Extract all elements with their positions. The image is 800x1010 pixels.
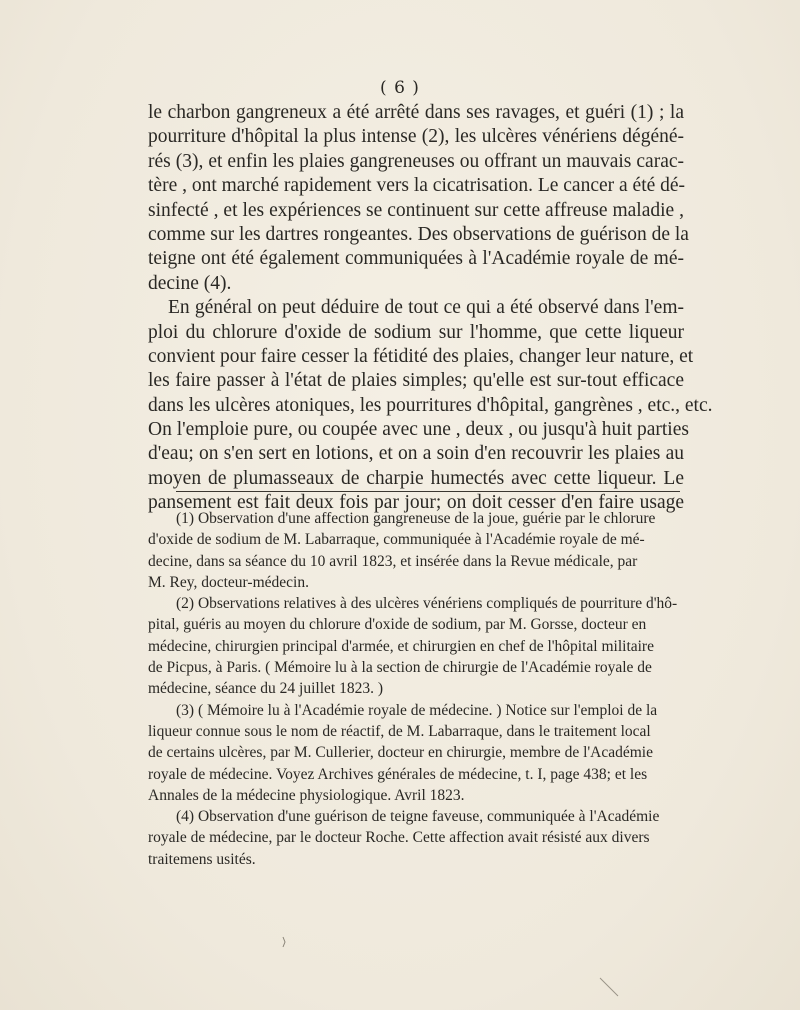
footnote-line: decine, dans sa séance du 10 avril 1823, et insérée dans la Revue médicale, par xyxy=(148,552,638,570)
footnote-line: pital, guéris au moyen du chlorure d'oxide de sodium, par M. Gorsse, docteur en xyxy=(148,616,647,634)
body-line: rés (3), et enfin les plaies gangreneuses ou offrant un mauvais carac- xyxy=(148,150,684,172)
body-line: decine (4). xyxy=(148,272,232,294)
body-line: ploi du chlorure d'oxide de sodium sur l'homme, que cette liqueur xyxy=(148,321,684,343)
page-number: ( 6 ) xyxy=(380,78,420,98)
footnote-line: liqueur connue sous le nom de réactif, de M. Labarraque, dans le traitement local xyxy=(148,722,651,740)
body-line: tère , ont marché rapidement vers la cicatrisation. Le cancer a été dé- xyxy=(148,175,686,197)
paper-speck-mark xyxy=(280,936,288,948)
footnote-line: (3) ( Mémoire lu à l'Académie royale de médecine. ) Notice sur l'emploi de la xyxy=(176,701,658,719)
footnote-line: (1) Observation d'une affection gangreneuse de la joue, guérie par le chlorure xyxy=(176,510,656,527)
footnote-line: (2) Observations relatives à des ulcères vénériens compliqués de pourriture d'hô- xyxy=(176,595,678,613)
body-line: d'eau; on s'en sert en lotions, et on a soin d'en recouvrir les plaies au xyxy=(148,443,684,465)
footnote-line: M. Rey, docteur-médecin. xyxy=(148,573,309,591)
footnote-line: (4) Observation d'une guérison de teigne faveuse, communiquée à l'Académie xyxy=(176,808,660,826)
footnote-line: d'oxide de sodium de M. Labarraque, communiquée à l'Académie royale de mé- xyxy=(148,531,645,549)
body-line: dans les ulcères atoniques, les pourritures d'hôpital, gangrènes , etc., etc. xyxy=(148,394,713,416)
footnote-line: de certains ulcères, par M. Cullerier, docteur en chirurgie, membre de l'Académie xyxy=(148,744,653,762)
footnote-separator xyxy=(176,491,680,492)
main-text xyxy=(148,101,713,516)
footnote-line: royale de médecine. Voyez Archives générales de médecine, t. I, page 438; et les xyxy=(148,765,648,783)
footnote-line: Annales de la médecine physiologique. Avril 1823. xyxy=(148,786,465,804)
footnote-line: de Picpus, à Paris. ( Mémoire lu à la section de chirurgie de l'Académie royale de xyxy=(148,659,652,677)
body-line: On l'emploie pure, ou coupée avec une , deux , ou jusqu'à huit parties xyxy=(148,419,689,441)
footnote-line: médecine, chirurgien principal d'armée, et chirurgien en chef de l'hôpital militaire xyxy=(148,637,654,655)
body-line: teigne ont été également communiquées à l'Académie royale de mé- xyxy=(148,248,684,270)
footnotes xyxy=(148,508,688,870)
body-line: comme sur les dartres rongeantes. Des observations de guérison de la xyxy=(148,223,689,245)
body-line: le charbon gangreneux a été arrêté dans ses ravages, et guéri (1) ; la xyxy=(148,102,684,123)
footnote-line: royale de médecine, par le docteur Roche. Cette affection avait résisté aux divers xyxy=(148,829,650,847)
body-line: sinfecté , et les expériences se continuent sur cette affreuse maladie , xyxy=(148,199,684,221)
body-line: les faire passer à l'état de plaies simples; qu'elle est sur-tout efficace xyxy=(148,370,684,392)
footnote-line: traitemens usités. xyxy=(148,850,256,868)
body-line: moyen de plumasseaux de charpie humectés avec cette liqueur. Le xyxy=(148,467,684,489)
paper-speck-mark xyxy=(598,976,622,1000)
footnote-line: médecine, séance du 24 juillet 1823. ) xyxy=(148,680,384,698)
body-line: convient pour faire cesser la fétidité des plaies, changer leur nature, et xyxy=(148,345,694,367)
body-line: pansement est fait deux fois par jour; on doit cesser d'en faire usage xyxy=(148,492,684,514)
body-line: pourriture d'hôpital la plus intense (2), les ulcères vénériens dégéné- xyxy=(148,126,684,148)
body-line: En général on peut déduire de tout ce qui a été observé dans l'em- xyxy=(168,297,684,319)
